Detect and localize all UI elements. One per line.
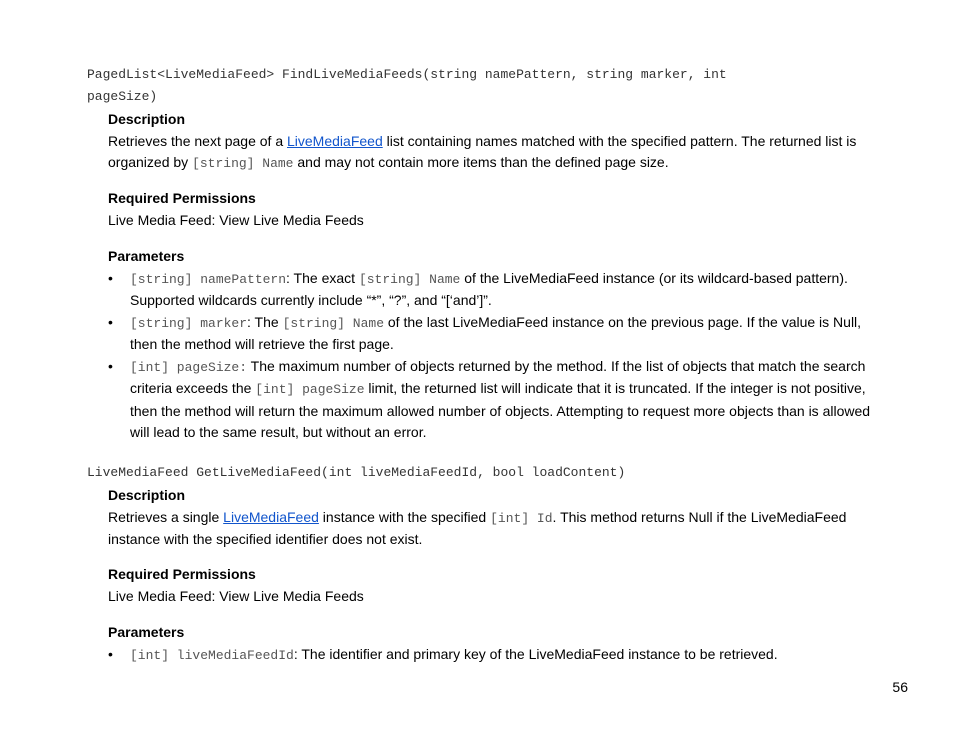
parameter-item-page-size: • [int] pageSize: The maximum number of objects returned by the method. If the list of objects that match the search criteria exceeds the [int] pageSize limit, the returned list will indicate that it is truncated. If the integer is not positive, then the method will return the maximum allowed number of objects. Attempting to request more objects than is allowed will lead to the same result, but without an error. [108, 356, 878, 444]
inline-code: [string] Name [192, 156, 294, 171]
description-heading: Description [108, 487, 186, 503]
method-signature-get-live-media-feed: LiveMediaFeed GetLiveMediaFeed(int liveMediaFeedId, bool loadContent) [87, 465, 626, 480]
parameters-section [108, 246, 878, 444]
permissions-heading: Required Permissions [108, 190, 256, 206]
parameters-heading: Parameters [108, 248, 185, 264]
livemediafeed-link[interactable]: LiveMediaFeed [223, 508, 319, 525]
description-text: Retrieves a single LiveMediaFeed instance with the specified [int] Id. This method returns Null if the LiveMediaFeed instance with the specified identifier does not exist. [108, 508, 847, 547]
livemediafeed-link[interactable]: LiveMediaFeed [287, 132, 383, 149]
required-permissions-section [108, 188, 878, 231]
description-text: Retrieves the next page of a LiveMediaFeed list containing names matched with the specified pattern. The returned list is organized by [string] Name and may not contain more items than the defined page size. [108, 132, 857, 171]
permissions-text: Live Media Feed: View Live Media Feeds [108, 211, 364, 228]
parameter-item-name-pattern: • [string] namePattern: The exact [string] Name of the LiveMediaFeed instance (or its wildcard-based pattern). Supported wildcards currently include “*”, “?”, and “[‘and’]”. [108, 268, 878, 312]
permissions-heading: Required Permissions [108, 566, 256, 582]
method-signature-find-live-media-feeds [87, 64, 847, 108]
parameter-item-marker: • [string] marker: The [string] Name of the last LiveMediaFeed instance on the previous page. If the value is Null, then the method will retrieve the first page. [108, 312, 878, 356]
parameters-section-2 [108, 622, 878, 666]
parameter-list [108, 644, 878, 667]
description-section-2 [108, 485, 878, 551]
signature-line-1: PagedList<LiveMediaFeed> FindLiveMediaFeeds(string namePattern, string marker, int [87, 67, 727, 82]
description-heading: Description [108, 111, 186, 127]
parameter-list [108, 268, 878, 444]
permissions-text: Live Media Feed: View Live Media Feeds [108, 587, 364, 604]
page-number: 56 [892, 679, 908, 695]
parameters-heading: Parameters [108, 624, 185, 640]
signature-line-2: pageSize) [87, 89, 158, 104]
parameter-item-live-media-feed-id: • [int] liveMediaFeedId: The identifier and primary key of the LiveMediaFeed instance to be retrieved. [108, 644, 878, 667]
required-permissions-section-2 [108, 564, 878, 607]
description-section [108, 109, 878, 175]
inline-code: [int] Id [490, 510, 553, 526]
